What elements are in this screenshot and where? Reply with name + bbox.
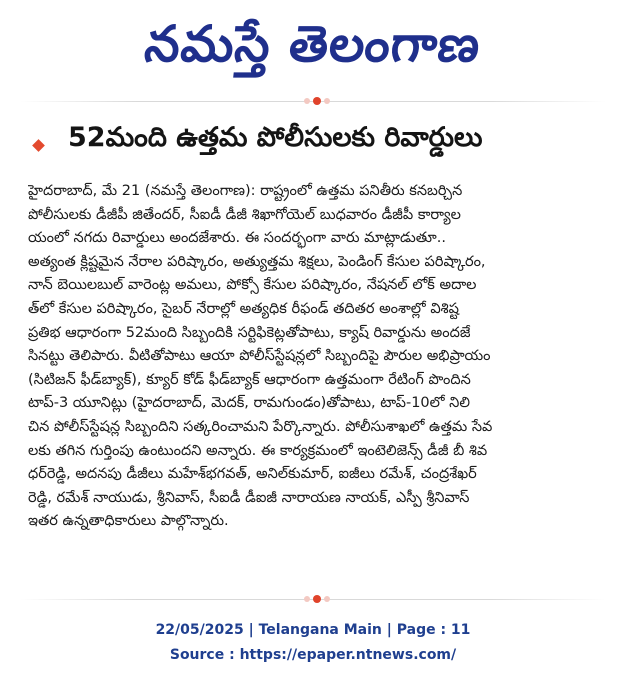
article-line: ప్రతిభ ఆధారంగా 52మంది సిబ్బందికి సర్టిఫికెట్లతోపాటు, క్యాష్ రివార్డును అందజే xyxy=(28,324,471,341)
article-line: సినట్టు తెలిపారు. వీటితోపాటు ఆయా పోలీస్‌స్టేషన్లలో సిబ్బందిపై పౌరుల అభిప్రాయం xyxy=(28,348,491,365)
article-headline: 52మంది ఉత్తమ పోలీసులకు రివార్డులు xyxy=(68,122,483,153)
article-line: యంలో నగదు రివార్డులు అందజేశారు. ఈ సందర్భంగా వారు మాట్లాడుతూ.. xyxy=(28,230,446,247)
dot-divider-icon xyxy=(313,595,321,603)
masthead xyxy=(0,4,626,86)
diamond-bullet-icon xyxy=(32,139,45,152)
article-line: లకు తగిన గుర్తింపు ఉంటుందని అన్నారు. ఈ కార్యక్రమంలో ఇంటెలిజెన్స్ డీజీ బీ శివ xyxy=(28,442,488,459)
article-line: రెడ్డి, రమేశ్ నాయుడు, శ్రీనివాస్, సీఐడీ డీఐజీ నారాయణ నాయక్, ఎస్పీ శ్రీనివాస్ xyxy=(28,489,470,506)
newspaper-title: నమస్తే తెలంగాణ xyxy=(142,15,484,73)
article-line: (సిటిజన్ ఫీడ్‌బ్యాక్), క్యూర్ కోడ్ ఫీడ్‌బ్యాక్ ఆధారంగా ఉత్తమంగా రేటింగ్ పొందిన xyxy=(28,371,471,388)
article-line: చిన పోలీస్‌స్టేషన్ల సిబ్బందిని సత్కరించామని పేర్కొన్నారు. పోలీసుశాఖలో ఉత్తమ సేవ xyxy=(28,418,493,435)
article-body xyxy=(28,180,604,534)
article-line: నాన్ బెయిలబుల్ వారెంట్ల అమలు, పోక్సో కేసుల పరిష్కారం, నేషనల్ లోక్ అదాల xyxy=(28,277,477,294)
article-line: టాప్-3 యూనిట్లు (హైదరాబాద్, మెదక్, రామగుండం)తోపాటు, టాప్-10లో నిలి xyxy=(28,395,470,412)
dot-divider-icon xyxy=(313,97,321,105)
article-line: హైదరాబాద్, మే 21 (నమస్తే తెలంగాణ): రాష్ట్రంలో ఉత్తమ పనితీరు కనబర్చిన xyxy=(28,183,463,199)
article-line: ఇతర ఉన్నతాధికారులు పాల్గొన్నారు. xyxy=(28,513,229,530)
source-link[interactable]: Source : https://epaper.ntnews.com/ xyxy=(169,647,457,663)
article-line: అత్యంత క్లిష్టమైన నేరాల పరిష్కారం, అత్యుత్తమ శిక్షలు, పెండింగ్ కేసుల పరిష్కారం, xyxy=(28,253,486,270)
top-divider xyxy=(20,97,606,105)
article-line: ధర్‌రెడ్డి, అదనపు డీజీలు మహేశ్‌భగవత్, అనిల్‌కుమార్, ఐజీలు రమేశ్, చంద్రశేఖర్ xyxy=(28,466,477,483)
edition-info: 22/05/2025 | Telangana Main | Page : 11 xyxy=(155,622,471,638)
article-line: త్‌లో కేసుల పరిష్కారం, సైబర్ నేరాల్లో అత్యధిక రీఫండ్ తదితర అంశాల్లో విశిష్ట xyxy=(28,300,459,317)
bottom-divider xyxy=(20,595,606,603)
article-line: పోలీసులకు డీజీపీ జితేందర్, సీఐడీ డీజీ శిఖాగోయెల్ బుధవారం డీజీపీ కార్యాల xyxy=(28,206,461,223)
